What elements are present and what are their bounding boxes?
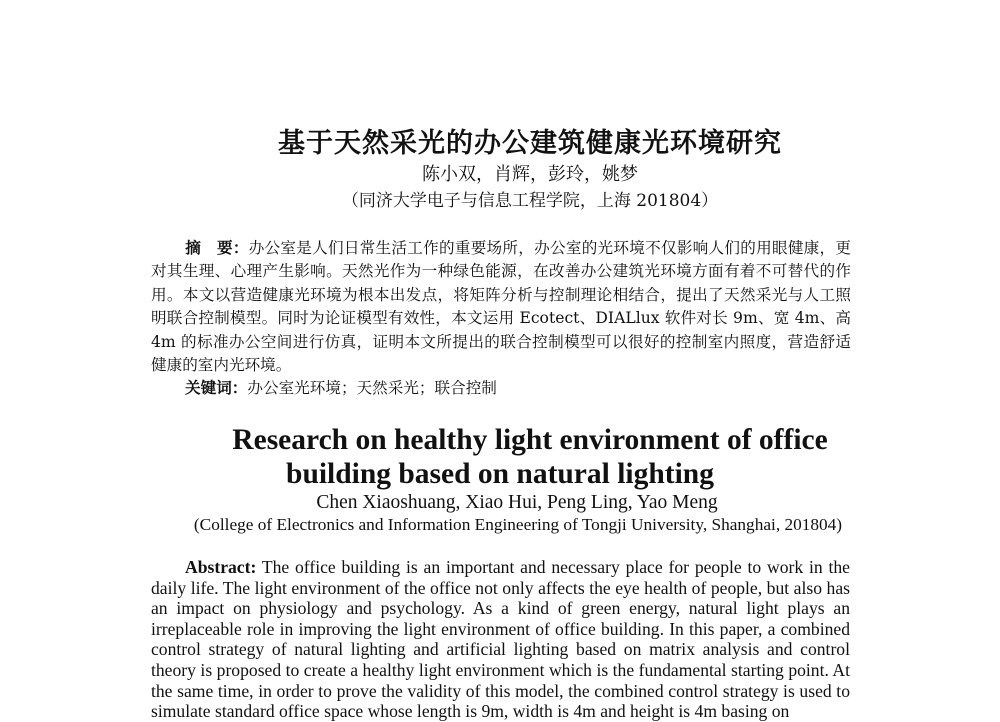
chinese-abstract-text: 办公室是人们日常生活工作的重要场所，办公室的光环境不仅影响人们的用眼健康，更对其生理、心理产生影响。天然光作为一种绿色能源，在改善办公建筑光环境方面有着不可替代的作用。本文以营造健康光环境为根本出发点，将矩阵分析与控制理论相结合，提出了天然采光与人工照明联合控制模型。同时为论证模型有效性，本文运用 Ecotect、DIALlux 软件对长 9m、宽 4m、高 4m 的标准办公空间进行仿真，证明本文所提出的联合控制模型可以很好的控制室内照度，营造舒适健康的室内光环境。 [151,239,851,375]
chinese-keywords-text: 办公室光环境；天然采光；联合控制 [247,379,497,397]
chinese-keywords-label: 关键词： [185,379,248,397]
chinese-keywords [185,377,497,400]
chinese-authors: 陈小双，肖辉，彭玲，姚梦 [422,164,638,185]
chinese-abstract [151,237,851,377]
chinese-abstract-label: 摘 要： [185,239,249,257]
english-abstract [151,557,850,722]
english-abstract-text: The office building is an important and necessary place for people to work in the daily life. The light environment of the office not only affects the eye health of people, but also has an impact on physiology and psychology. As a kind of green energy, natural light plays an irreplaceable role in improving the light environment of office building. In this paper, a combined control strategy of natural lighting and artificial lighting based on matrix analysis and control theory is proposed to create a healthy light environment which is the fundamental starting point. At the same time, in order to prove the validity of this model, the combined control strategy is used to simulate standard office space whose length is 9m, width is 4m and height is 4m basing on [151,557,850,722]
english-abstract-label: Abstract: [185,557,257,577]
english-affiliation: (College of Electronics and Information Engineering of Tongji University, Shanghai, 201804) [193,515,843,534]
english-title-line-2: building based on natural lighting [286,458,714,490]
english-authors: Chen Xiaoshuang, Xiao Hui, Peng Ling, Yao Meng [316,492,718,513]
chinese-title: 基于天然采光的办公建筑健康光环境研究 [278,128,782,159]
english-title-line-1: Research on healthy light environment of office [232,424,828,456]
chinese-affiliation: （同济大学电子与信息工程学院，上海 201804） [341,191,719,211]
